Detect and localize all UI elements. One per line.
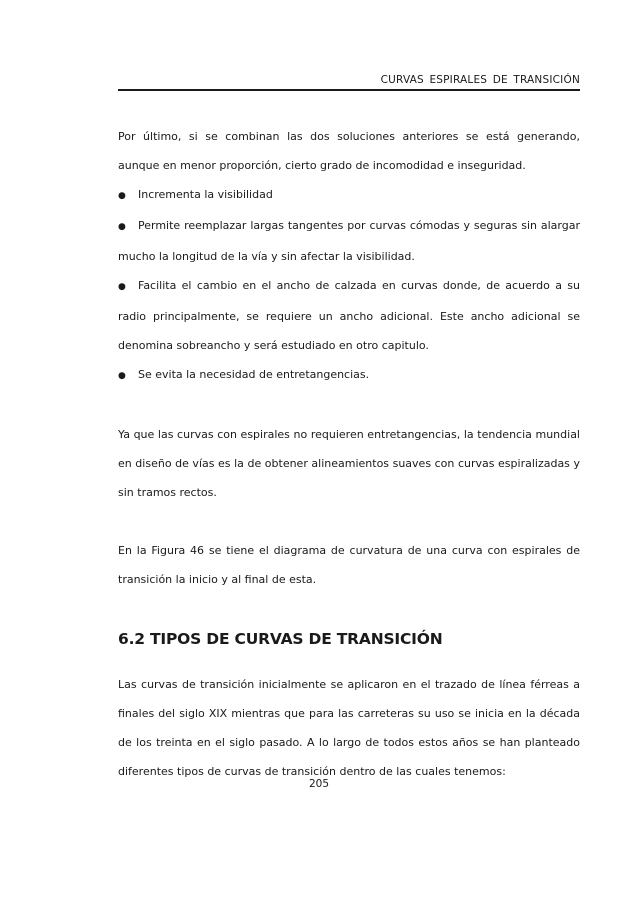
spacer <box>118 391 580 420</box>
paragraph-history: Las curvas de transición inicialmente se aplicaron en el trazado de línea férreas a finales del siglo XIX mientras que para las carreteras su uso se inicia en la década de los treinta en el siglo pasado. A lo largo de todos estos años se han planteado diferentes tipos de curvas de transición dentro de las cuales tenemos: <box>118 678 580 778</box>
bullet-dot-icon: ● <box>118 282 126 292</box>
spacer <box>118 507 580 536</box>
bullet-list <box>118 180 580 391</box>
paragraph-intro: Por último, si se combinan las dos soluciones anteriores se está generando, aunque en menor proporción, cierto grado de incomodidad e inseguridad. <box>118 130 580 172</box>
section-heading: 6.2 TIPOS DE CURVAS DE TRANSICIÓN <box>118 630 443 648</box>
bullet-item <box>118 360 580 391</box>
header-rule <box>118 89 580 91</box>
paragraph-trend: Ya que las curvas con espirales no requieren entretangencias, la tendencia mundial en diseño de vías es la de obtener alineamientos suaves con curvas espiralizadas y sin tramos rectos. <box>118 428 580 499</box>
bullet-text: Permite reemplazar largas tangentes por curvas cómodas y seguras sin alargar mucho la longitud de la vía y sin afectar la visibilidad. <box>118 219 580 263</box>
bullet-item <box>118 271 580 360</box>
bullet-dot-icon: ● <box>118 222 126 232</box>
page-content <box>118 122 580 786</box>
bullet-text: Incrementa la visibilidad <box>138 188 273 201</box>
bullet-item <box>118 180 580 211</box>
running-header: CURVAS ESPIRALES DE TRANSICIÓN <box>380 74 580 86</box>
bullet-dot-icon: ● <box>118 191 126 201</box>
bullet-item <box>118 211 580 271</box>
page-number: 205 <box>308 778 330 790</box>
spacer <box>118 594 580 623</box>
paragraph-figure-ref: En la Figura 46 se tiene el diagrama de curvatura de una curva con espirales de transición la inicio y al final de esta. <box>118 544 580 586</box>
bullet-text: Facilita el cambio en el ancho de calzada en curvas donde, de acuerdo a su radio principalmente, se requiere un ancho adicional. Este ancho adicional se denomina sobreancho y será estudiado en otro capitulo. <box>118 279 580 352</box>
bullet-dot-icon: ● <box>118 371 126 381</box>
bullet-text: Se evita la necesidad de entretangencias. <box>138 368 370 381</box>
